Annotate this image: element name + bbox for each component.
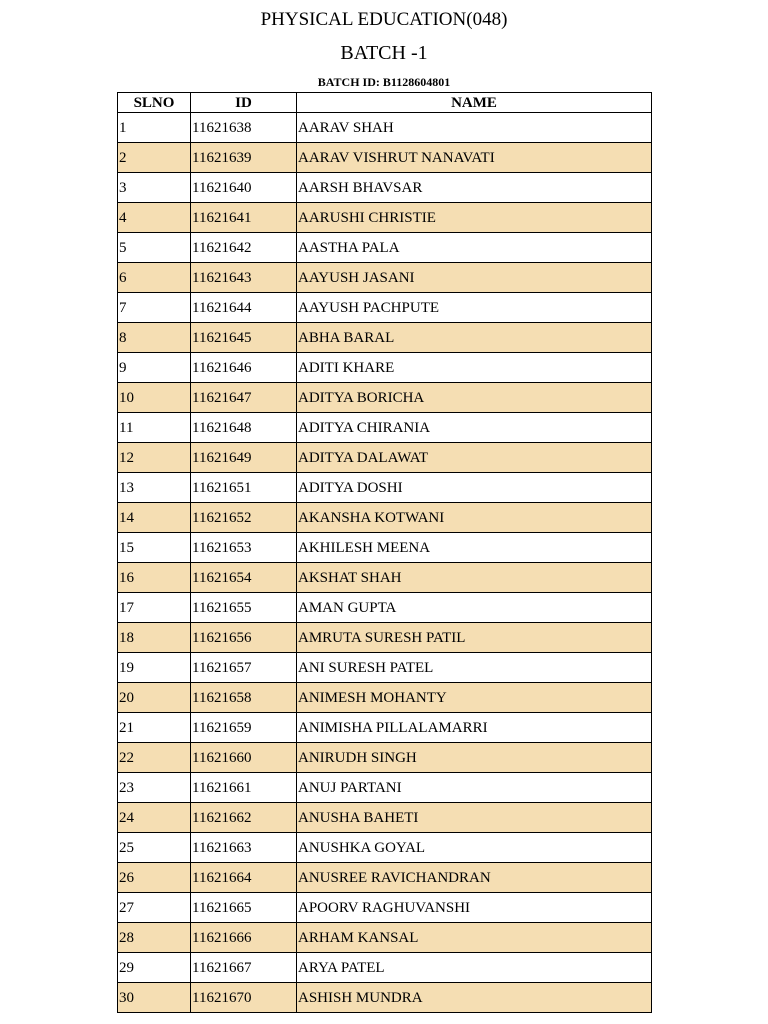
column-header-slno: SLNO	[118, 93, 191, 113]
cell-name: ADITYA CHIRANIA	[297, 413, 652, 443]
cell-slno: 4	[118, 203, 191, 233]
cell-id: 11621659	[191, 713, 297, 743]
table-row	[118, 353, 652, 383]
cell-slno: 6	[118, 263, 191, 293]
cell-name: AARSH BHAVSAR	[297, 173, 652, 203]
cell-slno: 28	[118, 923, 191, 953]
cell-id: 11621663	[191, 833, 297, 863]
table-row	[118, 443, 652, 473]
cell-slno: 11	[118, 413, 191, 443]
roster-body	[118, 113, 652, 1013]
cell-slno: 7	[118, 293, 191, 323]
table-row	[118, 563, 652, 593]
table-row	[118, 323, 652, 353]
cell-id: 11621660	[191, 743, 297, 773]
table-row	[118, 233, 652, 263]
cell-name: ANIRUDH SINGH	[297, 743, 652, 773]
cell-id: 11621657	[191, 653, 297, 683]
cell-name: ANIMESH MOHANTY	[297, 683, 652, 713]
cell-name: AARUSHI CHRISTIE	[297, 203, 652, 233]
cell-id: 11621641	[191, 203, 297, 233]
table-row	[118, 533, 652, 563]
cell-id: 11621648	[191, 413, 297, 443]
table-row	[118, 773, 652, 803]
column-header-name: NAME	[297, 93, 652, 113]
cell-name: ADITYA BORICHA	[297, 383, 652, 413]
cell-name: AASTHA PALA	[297, 233, 652, 263]
cell-name: ASHISH MUNDRA	[297, 983, 652, 1013]
cell-id: 11621653	[191, 533, 297, 563]
cell-slno: 24	[118, 803, 191, 833]
cell-slno: 27	[118, 893, 191, 923]
cell-name: ADITYA DALAWAT	[297, 443, 652, 473]
cell-slno: 3	[118, 173, 191, 203]
table-row	[118, 893, 652, 923]
cell-name: ANI SURESH PATEL	[297, 653, 652, 683]
cell-id: 11621645	[191, 323, 297, 353]
table-row	[118, 743, 652, 773]
cell-name: ARHAM KANSAL	[297, 923, 652, 953]
cell-slno: 29	[118, 953, 191, 983]
cell-slno: 2	[118, 143, 191, 173]
cell-name: ANIMISHA PILLALAMARRI	[297, 713, 652, 743]
cell-name: AMRUTA SURESH PATIL	[297, 623, 652, 653]
column-header-id: ID	[191, 93, 297, 113]
cell-name: AARAV VISHRUT NANAVATI	[297, 143, 652, 173]
table-row	[118, 413, 652, 443]
cell-id: 11621654	[191, 563, 297, 593]
document-title: PHYSICAL EDUCATION(048)	[260, 9, 508, 30]
table-row	[118, 623, 652, 653]
cell-slno: 1	[118, 113, 191, 143]
table-row	[118, 713, 652, 743]
cell-name: APOORV RAGHUVANSHI	[297, 893, 652, 923]
cell-name: AAYUSH JASANI	[297, 263, 652, 293]
table-row	[118, 503, 652, 533]
cell-slno: 25	[118, 833, 191, 863]
table-row	[118, 653, 652, 683]
cell-id: 11621658	[191, 683, 297, 713]
cell-name: ANUSHKA GOYAL	[297, 833, 652, 863]
cell-name: ABHA BARAL	[297, 323, 652, 353]
cell-name: ANUJ PARTANI	[297, 773, 652, 803]
table-row	[118, 383, 652, 413]
cell-name: ADITYA DOSHI	[297, 473, 652, 503]
cell-name: AKSHAT SHAH	[297, 563, 652, 593]
cell-id: 11621652	[191, 503, 297, 533]
table-row	[118, 863, 652, 893]
student-roster-table	[117, 92, 652, 1013]
cell-slno: 16	[118, 563, 191, 593]
cell-name: ANUSHA BAHETI	[297, 803, 652, 833]
cell-id: 11621646	[191, 353, 297, 383]
cell-id: 11621656	[191, 623, 297, 653]
cell-name: AMAN GUPTA	[297, 593, 652, 623]
table-row	[118, 143, 652, 173]
cell-id: 11621643	[191, 263, 297, 293]
cell-id: 11621642	[191, 233, 297, 263]
table-header-row	[118, 93, 652, 113]
cell-name: ADITI KHARE	[297, 353, 652, 383]
cell-slno: 22	[118, 743, 191, 773]
cell-slno: 17	[118, 593, 191, 623]
cell-id: 11621649	[191, 443, 297, 473]
cell-name: AKANSHA KOTWANI	[297, 503, 652, 533]
cell-slno: 10	[118, 383, 191, 413]
cell-id: 11621655	[191, 593, 297, 623]
table-row	[118, 113, 652, 143]
cell-slno: 8	[118, 323, 191, 353]
cell-id: 11621644	[191, 293, 297, 323]
batch-heading: BATCH -1	[340, 42, 428, 64]
cell-slno: 21	[118, 713, 191, 743]
cell-slno: 9	[118, 353, 191, 383]
table-row	[118, 263, 652, 293]
cell-name: ANUSREE RAVICHANDRAN	[297, 863, 652, 893]
batch-id-label: BATCH ID: B1128604801	[317, 75, 451, 89]
cell-name: AARAV SHAH	[297, 113, 652, 143]
cell-slno: 13	[118, 473, 191, 503]
table-row	[118, 173, 652, 203]
cell-slno: 15	[118, 533, 191, 563]
cell-id: 11621651	[191, 473, 297, 503]
cell-slno: 20	[118, 683, 191, 713]
table-row	[118, 803, 652, 833]
cell-id: 11621664	[191, 863, 297, 893]
cell-slno: 12	[118, 443, 191, 473]
cell-id: 11621640	[191, 173, 297, 203]
table-row	[118, 833, 652, 863]
cell-slno: 23	[118, 773, 191, 803]
cell-name: AKHILESH MEENA	[297, 533, 652, 563]
cell-id: 11621661	[191, 773, 297, 803]
table-row	[118, 473, 652, 503]
cell-id: 11621662	[191, 803, 297, 833]
cell-id: 11621666	[191, 923, 297, 953]
cell-id: 11621639	[191, 143, 297, 173]
table-row	[118, 593, 652, 623]
cell-name: ARYA PATEL	[297, 953, 652, 983]
cell-id: 11621667	[191, 953, 297, 983]
cell-id: 11621670	[191, 983, 297, 1013]
cell-slno: 18	[118, 623, 191, 653]
table-row	[118, 953, 652, 983]
table-row	[118, 683, 652, 713]
cell-slno: 26	[118, 863, 191, 893]
cell-id: 11621665	[191, 893, 297, 923]
table-row	[118, 293, 652, 323]
cell-id: 11621638	[191, 113, 297, 143]
cell-slno: 30	[118, 983, 191, 1013]
table-row	[118, 923, 652, 953]
cell-slno: 14	[118, 503, 191, 533]
cell-id: 11621647	[191, 383, 297, 413]
cell-name: AAYUSH PACHPUTE	[297, 293, 652, 323]
cell-slno: 5	[118, 233, 191, 263]
cell-slno: 19	[118, 653, 191, 683]
table-row	[118, 203, 652, 233]
table-row	[118, 983, 652, 1013]
